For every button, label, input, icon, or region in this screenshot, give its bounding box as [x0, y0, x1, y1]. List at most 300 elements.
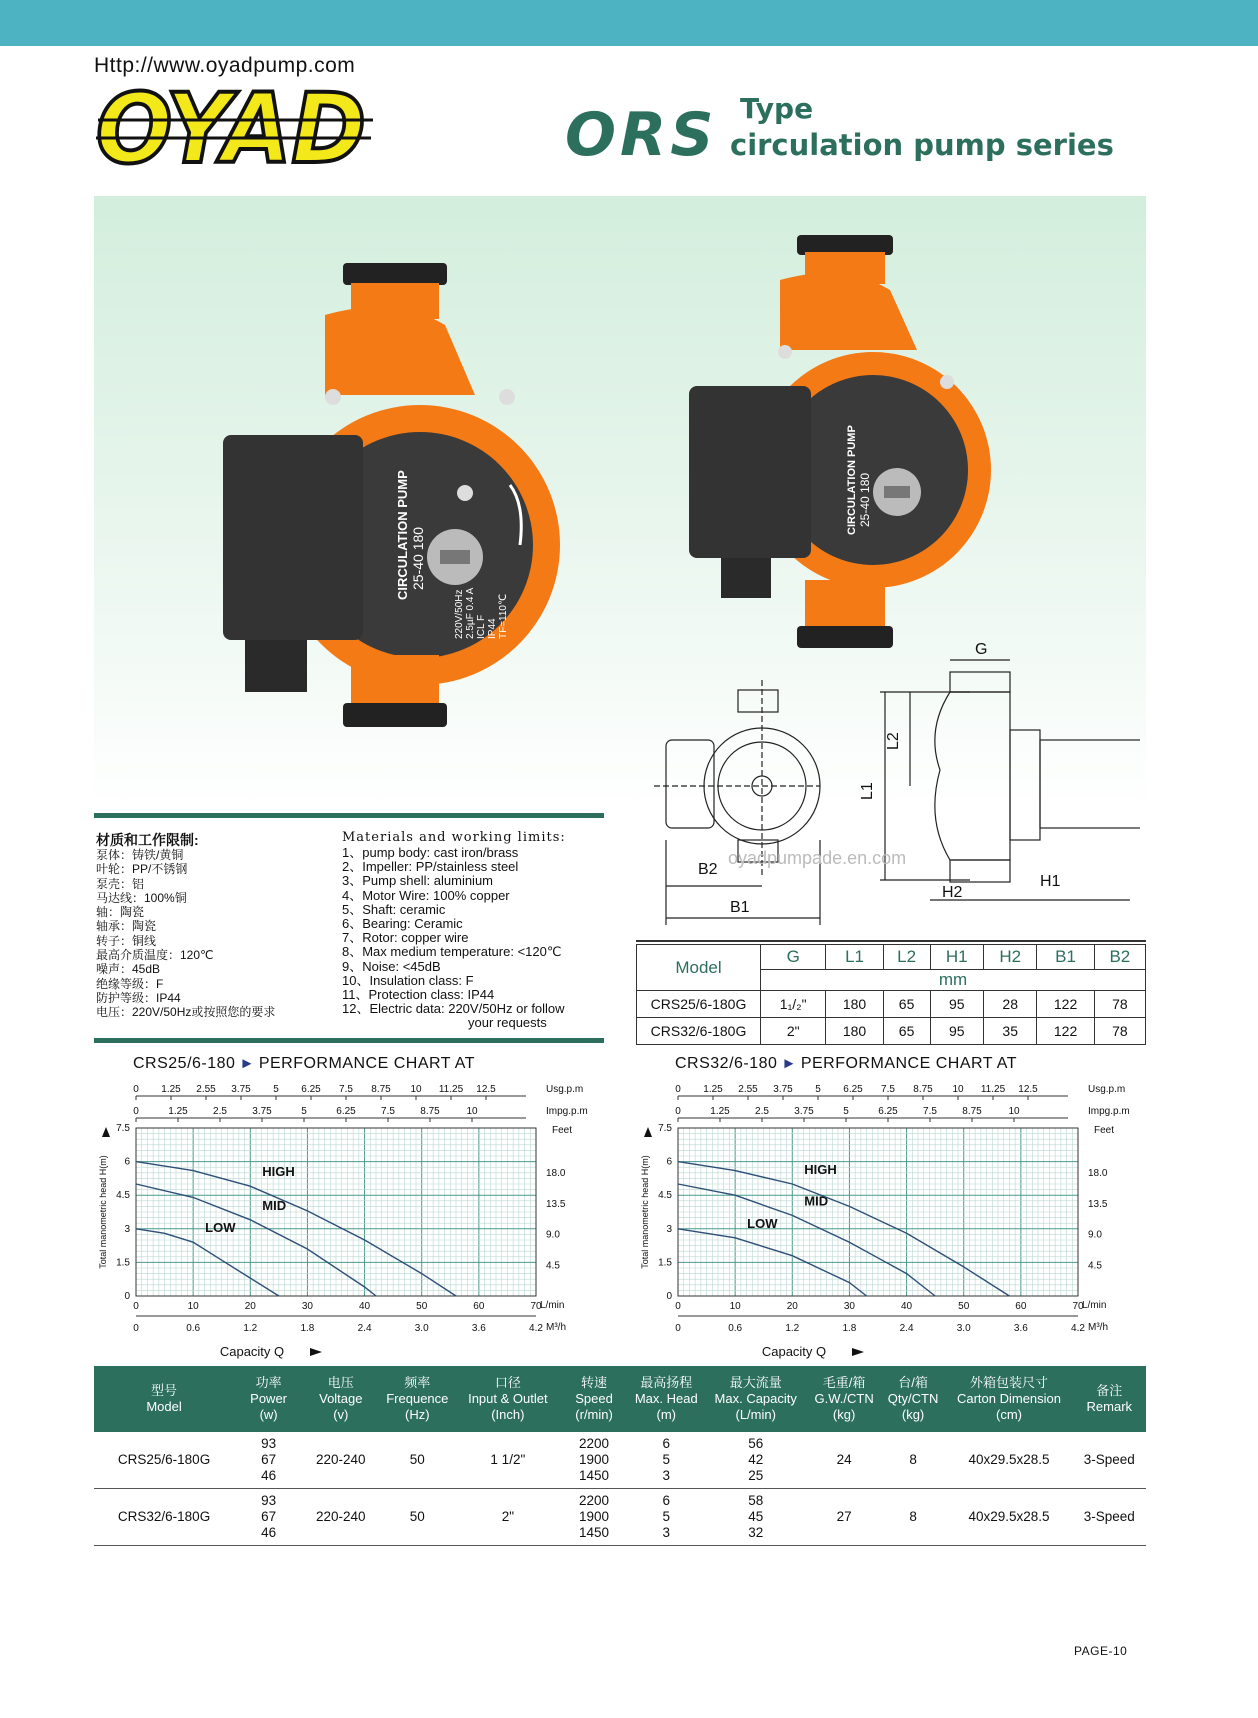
spec-header-en: Carton Dimension [956, 1391, 1062, 1406]
materials-cn-line: 转子：铜线 [96, 933, 157, 948]
materials-cn-line: 防护等级：IP44 [96, 990, 181, 1005]
spec-cell-remark: 3-Speed [1073, 1432, 1146, 1489]
usg-tick-label: 0 [675, 1084, 681, 1095]
impg-unit-label: Impg.p.m [546, 1106, 588, 1117]
materials-cn-line: 马达线：100%铜 [96, 890, 187, 905]
materials-en-title: Materials and working limits: [342, 830, 566, 845]
m3h-tick-label: 3.6 [471, 1323, 486, 1334]
dim-col-l1: L1 [826, 945, 883, 970]
pump-label-spec-3: ICL F [476, 614, 487, 639]
x-tick-label: 70 [530, 1301, 542, 1312]
spec-header-unit: (v) [333, 1407, 349, 1422]
series-label-mid: MID [262, 1197, 287, 1213]
dim-cell: 65 [883, 1018, 930, 1045]
dim-label-b2: B2 [698, 861, 718, 878]
impg-tick-label: 5 [843, 1106, 849, 1117]
spec-cell-gw: 24 [807, 1432, 880, 1489]
materials-cn-line: 最高介质温度：120℃ [96, 948, 214, 963]
spec-cell-qty: 8 [881, 1489, 946, 1546]
spec-header [629, 1366, 704, 1432]
spec-value: 1900 [579, 1509, 610, 1524]
y-tick-label: 7.5 [116, 1123, 130, 1134]
spec-header-en: Model [146, 1399, 182, 1414]
m3h-tick-label: 0.6 [728, 1323, 743, 1334]
y-tick-label: 4.5 [116, 1190, 130, 1202]
x-unit-label: L/min [1082, 1300, 1107, 1311]
spec-value: 5 [662, 1452, 671, 1467]
spec-header-unit: (Inch) [491, 1407, 525, 1422]
spec-header-en: Remark [1086, 1399, 1133, 1414]
usg-tick-label: 8.75 [371, 1084, 391, 1095]
spec-header-cn: 台/箱 [898, 1375, 928, 1390]
spec-value: 25 [748, 1468, 764, 1483]
impg-tick-label: 2.5 [213, 1106, 227, 1117]
usg-tick-label: 1.25 [703, 1084, 723, 1095]
spec-value: 6 [662, 1493, 671, 1508]
y-tick-label: 1.5 [658, 1257, 672, 1269]
chart1-title-text: PERFORMANCE CHART AT [258, 1055, 476, 1072]
m3h-unit-label: M³/h [1088, 1322, 1108, 1333]
dim-col-g: G [761, 945, 826, 970]
materials-cn-line: 噪声：45dB [96, 962, 161, 977]
usg-tick-label: 6.25 [301, 1084, 321, 1095]
usg-tick-label: 3.75 [773, 1084, 793, 1095]
spec-cell-model: CRS25/6-180G [94, 1432, 234, 1489]
spec-header-cn: 备注 [1096, 1383, 1123, 1398]
materials-en-line: 12、Electric data: 220V/50Hz or follow [342, 1001, 565, 1017]
x-tick-label: 40 [359, 1301, 371, 1312]
dim-cell: 1₁/₂" [761, 991, 826, 1018]
dim-cell: 78 [1094, 1018, 1145, 1045]
spec-cell-capacity [704, 1432, 807, 1489]
y-axis-arrow-icon [102, 1127, 110, 1137]
usg-unit-label: Usg.p.m [546, 1084, 584, 1095]
spec-value: 5 [662, 1509, 671, 1524]
materials-en-line: 8、Max medium temperature: <120℃ [342, 944, 562, 960]
spec-header [881, 1366, 946, 1432]
usg-tick-label: 10 [952, 1084, 964, 1095]
spec-header [807, 1366, 880, 1432]
y-tick-label: 1.5 [116, 1257, 130, 1269]
chart2-arrow-icon: ► [781, 1055, 797, 1072]
dim-label-h2: H2 [942, 884, 963, 901]
divider-top [94, 813, 604, 818]
feet-tick-label: 13.5 [546, 1198, 566, 1210]
spec-cell-carton: 40x29.5x28.5 [945, 1489, 1072, 1546]
spec-cell-voltage: 220-240 [303, 1489, 378, 1546]
y-tick-label: 0 [124, 1291, 130, 1302]
spec-cell-voltage: 220-240 [303, 1432, 378, 1489]
spec-value: 42 [748, 1452, 764, 1467]
materials-en-line: 9、Noise: <45dB [342, 958, 441, 974]
materials-en-line: 11、Protection class: IP44 [342, 987, 495, 1003]
materials-en-line: 4、Motor Wire: 100% copper [342, 887, 510, 903]
spec-value: 6 [662, 1436, 671, 1451]
dim-unit: mm [761, 970, 1146, 991]
impg-tick-label: 3.75 [794, 1106, 814, 1117]
dim-col-h1: H1 [930, 945, 983, 970]
chart2-title-text: PERFORMANCE CHART AT [800, 1055, 1018, 1072]
materials-en-list [342, 846, 565, 1031]
feet-tick-label: 18.0 [1088, 1168, 1108, 1180]
materials-cn-list [96, 848, 275, 1020]
spec-header [94, 1366, 234, 1432]
feet-unit-label: Feet [552, 1125, 573, 1136]
materials-cn-line: 泵壳：铝 [96, 876, 145, 891]
spec-header-cn: 转速 [581, 1375, 608, 1390]
dim-cell: 180 [826, 991, 883, 1018]
spec-header [560, 1366, 629, 1432]
materials-cn-title: 材质和工作限制: [96, 832, 199, 848]
y-axis-label: Total manometric head H(m) [98, 1155, 108, 1269]
x-tick-label: 60 [473, 1301, 485, 1312]
impg-tick-label: 6.25 [878, 1106, 898, 1117]
usg-tick-label: 12.5 [1018, 1084, 1038, 1095]
dimension-table [636, 944, 1146, 1045]
y-tick-label: 3 [666, 1223, 672, 1235]
chart2-model: CRS32/6-180 [675, 1055, 778, 1072]
spec-value: 2200 [579, 1493, 610, 1508]
m3h-tick-label: 1.2 [785, 1323, 800, 1334]
spec-value: 46 [261, 1525, 277, 1540]
dim-cell: 122 [1037, 1018, 1094, 1045]
spec-value: 67 [261, 1452, 277, 1467]
spec-cell-capacity [704, 1489, 807, 1546]
impg-tick-label: 0 [675, 1106, 681, 1117]
spec-header-en: Frequence [386, 1391, 449, 1406]
spec-value: 1450 [579, 1468, 610, 1483]
impg-tick-label: 8.75 [420, 1106, 440, 1117]
dim-row [637, 1018, 1146, 1045]
impg-tick-label: 6.25 [336, 1106, 356, 1117]
dim-cell: 78 [1094, 991, 1145, 1018]
impg-tick-label: 0 [133, 1106, 139, 1117]
x-axis-label: Capacity Q [761, 1344, 827, 1359]
series-label-low: LOW [205, 1220, 236, 1236]
x-axis-arrow-icon [310, 1348, 322, 1356]
usg-tick-label: 7.5 [881, 1084, 895, 1095]
spec-header-unit: (kg) [832, 1407, 856, 1422]
dim-col-b1: B1 [1037, 945, 1094, 970]
usg-tick-label: 11.25 [438, 1084, 464, 1095]
x-unit-label: L/min [540, 1300, 565, 1311]
spec-cell-speed [560, 1432, 629, 1489]
x-tick-label: 30 [301, 1301, 313, 1312]
spec-header-en: Qty/CTN [887, 1391, 939, 1406]
spec-header-unit: (w) [259, 1407, 278, 1422]
dim-label-l2: L2 [885, 732, 902, 750]
usg-unit-label: Usg.p.m [1088, 1084, 1126, 1095]
pump2-label-title: CIRCULATION PUMP [846, 425, 858, 535]
materials-en-line: 10、Insulation class: F [342, 972, 474, 988]
spec-cell-freq: 50 [379, 1432, 457, 1489]
spec-value: 93 [261, 1493, 277, 1508]
impg-tick-label: 3.75 [252, 1106, 272, 1117]
dim-row-model: CRS25/6-180G [637, 991, 761, 1018]
y-tick-label: 6 [124, 1156, 130, 1168]
y-tick-label: 4.5 [658, 1190, 672, 1202]
spec-header [945, 1366, 1072, 1432]
spec-header [303, 1366, 378, 1432]
m3h-unit-label: M³/h [546, 1322, 566, 1333]
impg-tick-label: 10 [466, 1106, 478, 1117]
m3h-tick-label: 1.2 [243, 1323, 258, 1334]
spec-value: 1900 [579, 1452, 610, 1467]
dim-label-h1: H1 [1040, 873, 1061, 890]
dim-col-l2: L2 [883, 945, 930, 970]
spec-header-cn: 毛重/箱 [822, 1375, 866, 1390]
spec-header-cn: 最大流量 [729, 1375, 782, 1390]
page-number: PAGE-10 [1074, 1644, 1128, 1658]
m3h-tick-label: 3.0 [956, 1323, 971, 1334]
m3h-tick-label: 2.4 [357, 1323, 372, 1334]
spec-header [1073, 1366, 1146, 1432]
dim-row-model: CRS32/6-180G [637, 1018, 761, 1045]
spec-header-cn: 最高扬程 [640, 1375, 693, 1390]
spec-cell-io: 2" [456, 1489, 559, 1546]
series-label-mid: MID [804, 1193, 829, 1209]
spec-header-unit: (kg) [901, 1407, 925, 1422]
x-tick-label: 10 [187, 1301, 199, 1312]
spec-cell-gw: 27 [807, 1489, 880, 1546]
materials-en-line: 7、Rotor: copper wire [342, 930, 469, 946]
series-label-high: HIGH [262, 1164, 295, 1180]
spec-cell-qty: 8 [881, 1432, 946, 1489]
dim-cell: 95 [930, 1018, 983, 1045]
feet-unit-label: Feet [1094, 1125, 1115, 1136]
spec-cell-head [629, 1432, 704, 1489]
usg-tick-label: 7.5 [339, 1084, 353, 1095]
materials-cn-line: 叶轮：PP/不锈钢 [96, 862, 188, 877]
dim-col-b2: B2 [1094, 945, 1145, 970]
m3h-tick-label: 0 [133, 1323, 139, 1334]
watermark-text: oyadpumpade.en.com [728, 848, 907, 868]
performance-chart-1 [92, 1078, 592, 1363]
usg-tick-label: 0 [133, 1084, 139, 1095]
spec-header-cn: 电压 [327, 1375, 354, 1390]
spec-header-cn: 型号 [151, 1383, 178, 1398]
usg-tick-label: 5 [273, 1084, 279, 1095]
m3h-tick-label: 0 [675, 1323, 681, 1334]
spec-value: 56 [748, 1436, 764, 1451]
spec-row [94, 1432, 1146, 1489]
m3h-tick-label: 1.8 [842, 1323, 857, 1334]
chart2-title [675, 1055, 1017, 1073]
materials-en-line: 3、Pump shell: aluminium [342, 873, 494, 889]
chart1-title [133, 1055, 475, 1073]
spec-header-unit: (Hz) [405, 1407, 430, 1422]
m3h-tick-label: 4.2 [1071, 1323, 1085, 1334]
usg-tick-label: 2.55 [738, 1084, 758, 1095]
x-tick-label: 20 [786, 1301, 798, 1312]
materials-en-line: your requests [468, 1015, 547, 1031]
dim-cell: 2" [761, 1018, 826, 1045]
pump-label-spec-5: TF=110℃ [498, 593, 509, 639]
y-axis-label: Total manometric head H(m) [640, 1155, 650, 1269]
logo-text: OYAD [96, 80, 366, 180]
x-tick-label: 50 [958, 1301, 970, 1312]
spec-cell-speed [560, 1489, 629, 1546]
usg-tick-label: 12.5 [476, 1084, 496, 1095]
spec-header [456, 1366, 559, 1432]
impg-tick-label: 5 [301, 1106, 307, 1117]
usg-tick-label: 10 [410, 1084, 422, 1095]
spec-cell-io: 1 1/2" [456, 1432, 559, 1489]
feet-tick-label: 18.0 [546, 1168, 566, 1180]
impg-tick-label: 10 [1008, 1106, 1020, 1117]
spec-header-en: Max. Capacity [714, 1391, 797, 1406]
series-label-low: LOW [747, 1215, 778, 1231]
x-tick-label: 20 [244, 1301, 256, 1312]
spec-value: 3 [662, 1525, 671, 1540]
spec-value: 3 [662, 1468, 671, 1483]
spec-value: 45 [748, 1509, 764, 1524]
spec-cell-power [234, 1432, 303, 1489]
pump-image-large [215, 255, 575, 755]
materials-en-line: 1、pump body: cast iron/brass [342, 845, 519, 860]
dim-cell: 65 [883, 991, 930, 1018]
spec-header-cn: 外箱包装尺寸 [969, 1375, 1048, 1390]
performance-chart-2 [634, 1078, 1134, 1363]
feet-tick-label: 4.5 [1088, 1260, 1102, 1272]
x-tick-label: 0 [133, 1301, 139, 1312]
pump-label-model: 25-40 180 [410, 526, 426, 590]
spec-cell-model: CRS32/6-180G [94, 1489, 234, 1546]
impg-tick-label: 1.25 [168, 1106, 188, 1117]
materials-en-line: 6、Bearing: Ceramic [342, 916, 463, 932]
pump-label-spec-4: IP44 [487, 618, 498, 639]
usg-tick-label: 2.55 [196, 1084, 216, 1095]
spec-cell-head [629, 1489, 704, 1546]
spec-header-en: Power [250, 1391, 288, 1406]
dim-table-model-header: Model [637, 945, 761, 991]
spec-header-en: Input & Outlet [468, 1391, 548, 1406]
pump-label-spec-1: 220V/50Hz [454, 589, 465, 639]
y-tick-label: 6 [666, 1156, 672, 1168]
x-tick-label: 40 [901, 1301, 913, 1312]
dim-label-b1: B1 [730, 899, 750, 916]
m3h-tick-label: 4.2 [529, 1323, 543, 1334]
series-name: circulation pump series [730, 128, 1114, 162]
impg-tick-label: 1.25 [710, 1106, 730, 1117]
x-tick-label: 70 [1072, 1301, 1084, 1312]
m3h-tick-label: 0.6 [186, 1323, 201, 1334]
spec-cell-power [234, 1489, 303, 1546]
spec-header-en: Voltage [319, 1391, 363, 1406]
usg-tick-label: 5 [815, 1084, 821, 1095]
spec-header-en: G.W./CTN [814, 1391, 874, 1406]
spec-cell-carton: 40x29.5x28.5 [945, 1432, 1072, 1489]
x-tick-label: 50 [416, 1301, 428, 1312]
usg-tick-label: 1.25 [161, 1084, 181, 1095]
series-code: ORS [565, 100, 718, 170]
dim-cell: 95 [930, 991, 983, 1018]
dim-col-h2: H2 [983, 945, 1036, 970]
impg-tick-label: 7.5 [923, 1106, 937, 1117]
spec-header-cn: 功率 [255, 1375, 282, 1390]
dim-cell: 122 [1037, 991, 1094, 1018]
spec-header [234, 1366, 303, 1432]
website-url[interactable]: Http://www.oyadpump.com [94, 54, 356, 77]
dim-cell: 180 [826, 1018, 883, 1045]
series-type: Type [740, 92, 814, 125]
usg-tick-label: 3.75 [231, 1084, 251, 1095]
m3h-tick-label: 1.8 [300, 1323, 315, 1334]
spec-header-unit: (r/min) [575, 1407, 613, 1422]
x-tick-label: 60 [1015, 1301, 1027, 1312]
pump2-label-model: 25-40 180 [858, 472, 872, 527]
materials-cn-line: 绝缘等级：F [96, 976, 164, 991]
dim-label-l1: L1 [859, 782, 876, 800]
dim-row [637, 991, 1146, 1018]
dim-cell: 35 [983, 1018, 1036, 1045]
spec-header-en: Max. Head [634, 1391, 698, 1406]
divider-bottom-left [94, 1038, 604, 1043]
spec-header [379, 1366, 457, 1432]
spec-header-unit: (cm) [996, 1407, 1022, 1422]
chart1-model: CRS25/6-180 [133, 1055, 236, 1072]
spec-header-unit: (L/min) [735, 1407, 776, 1422]
materials-en-line: 5、Shaft: ceramic [342, 901, 446, 917]
spec-header [704, 1366, 807, 1432]
spec-table [94, 1366, 1146, 1546]
top-banner [0, 0, 1258, 46]
materials-cn-line: 轴：陶瓷 [96, 905, 145, 920]
y-tick-label: 3 [124, 1223, 130, 1235]
x-tick-label: 0 [675, 1301, 681, 1312]
x-tick-label: 30 [843, 1301, 855, 1312]
dim-label-g: G [975, 641, 988, 658]
feet-tick-label: 4.5 [546, 1260, 560, 1272]
spec-value: 93 [261, 1436, 277, 1451]
materials-en-line: 2、Impeller: PP/stainless steel [342, 859, 519, 875]
m3h-tick-label: 2.4 [899, 1323, 914, 1334]
oyad-logo [88, 80, 378, 180]
usg-tick-label: 6.25 [843, 1084, 863, 1095]
spec-value: 1450 [579, 1525, 610, 1540]
pump-label-title: CIRCULATION PUMP [395, 470, 410, 600]
dim-table-topline [636, 940, 1146, 942]
m3h-tick-label: 3.6 [1013, 1323, 1028, 1334]
spec-cell-remark: 3-Speed [1073, 1489, 1146, 1546]
spec-header-cn: 口径 [494, 1375, 521, 1390]
spec-header-cn: 频率 [404, 1375, 431, 1390]
x-tick-label: 10 [729, 1301, 741, 1312]
y-tick-label: 7.5 [658, 1123, 672, 1134]
spec-value: 2200 [579, 1436, 610, 1451]
y-axis-arrow-icon [644, 1127, 652, 1137]
spec-value: 67 [261, 1509, 277, 1524]
impg-tick-label: 7.5 [381, 1106, 395, 1117]
spec-header-en: Speed [575, 1391, 613, 1406]
materials-cn-line: 电压：220V/50Hz或按照您的要求 [96, 1005, 276, 1020]
spec-row [94, 1489, 1146, 1546]
pump-label-spec-2: 2.5µF 0.4 A [465, 587, 476, 639]
chart1-arrow-icon: ► [239, 1055, 255, 1072]
spec-value: 46 [261, 1468, 277, 1483]
dimension-drawing [640, 640, 1140, 930]
y-tick-label: 0 [666, 1291, 672, 1302]
impg-tick-label: 2.5 [755, 1106, 769, 1117]
pump-image-small [685, 230, 1005, 670]
impg-tick-label: 8.75 [962, 1106, 982, 1117]
spec-value: 58 [748, 1493, 764, 1508]
materials-cn-line: 轴承：陶瓷 [96, 919, 157, 934]
feet-tick-label: 13.5 [1088, 1198, 1108, 1210]
spec-header-unit: (m) [656, 1407, 677, 1422]
feet-tick-label: 9.0 [546, 1229, 560, 1241]
x-axis-arrow-icon [852, 1348, 864, 1356]
